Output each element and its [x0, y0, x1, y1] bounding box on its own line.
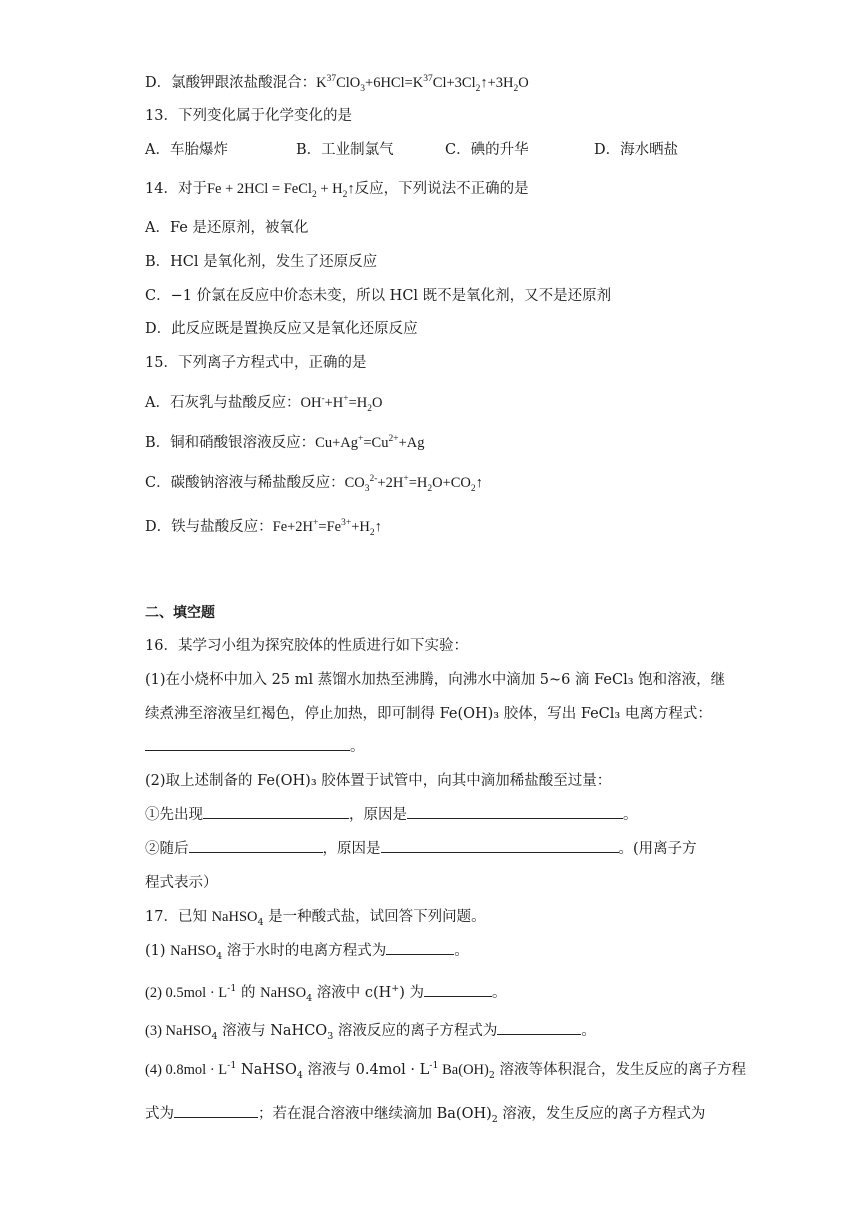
q16-part1-line2: 续煮沸至溶液呈红褐色，停止加热，即可制得 Fe(OH)₃ 胶体，写出 FeCl₃ 电离方程式： — [145, 706, 712, 722]
q14-option-d: D．此反应既是置换反应又是氧化还原反应 — [145, 321, 418, 337]
q13-option-c: C．碘的升华 — [445, 142, 529, 158]
section-title: 二、填空题 — [145, 605, 215, 621]
q16-part2-1: ①先出现 ，原因是 。 — [145, 804, 730, 826]
q15-option-b: B．铜和硝酸银溶液反应：$Cu+Ag^+=Cu^{2+}+Ag$ — [145, 434, 425, 451]
q14-stem: 14．对于Fe + 2HCl = FeCl$_2$ + $H_2↑$反应，下列说法不正确的是 — [145, 181, 529, 200]
answer-blank[interactable] — [203, 804, 349, 819]
q13-option-d: D．海水晒盐 — [594, 142, 679, 158]
q16-part1-line1: (1)在小烧杯中加入 25 ml 蒸馏水加热至沸腾，向沸水中滴加 5~6 滴 FeCl₃ 饱和溶液，继 — [145, 672, 726, 688]
q15-stem: 15．下列离子方程式中，正确的是 — [145, 355, 367, 371]
answer-blank[interactable] — [145, 736, 350, 751]
q12-option-d — [145, 72, 730, 94]
answer-blank[interactable] — [424, 982, 492, 997]
q12-option-d-label: D．氯酸钾跟浓盐酸混合： — [145, 75, 317, 91]
q13-option-b: B．工业制氯气 — [296, 142, 394, 158]
q17-part3: (3) NaHSO$_4$ 溶液与 NaHCO$_3$ 溶液反应的离子方程式为 。 — [145, 1020, 730, 1042]
q16-stem: 16．某学习小组为探究胶体的性质进行如下实验： — [145, 638, 468, 654]
q15-option-d: D．铁与盐酸反应：$Fe+2H^+=Fe^{3+}+H_2↑$ — [145, 518, 382, 538]
answer-blank[interactable] — [497, 1020, 581, 1035]
answer-blank[interactable] — [189, 838, 323, 853]
q14-option-c: C．−1 价氯在反应中价态未变，所以 HCl 既不是氧化剂，又不是还原剂 — [145, 288, 612, 304]
answer-blank[interactable] — [407, 804, 623, 819]
q17-part2: (2) $0.5mol \cdot L^{-1}$ 的 NaHSO$_4$ 溶液中 c(H+) 为 。 — [145, 983, 507, 1004]
q16-part2-2: ②随后 ，原因是 。(用离子方 — [145, 838, 730, 860]
q17-part4-cont: 式为 ；若在混合溶液中继续滴加 $Ba(OH)_2$ 溶液，发生反应的离子方程式为 — [145, 1103, 730, 1125]
q13-option-a: A．车胎爆炸 — [145, 142, 228, 158]
answer-blank[interactable] — [381, 838, 619, 853]
q15-option-a: A．石灰乳与盐酸反应：$OH^-+H^+=H_2O$ — [145, 394, 383, 414]
q17-stem: 17．已知 NaHSO$_4$ 是一种酸式盐，试回答下列问题。 — [145, 909, 486, 928]
q15-option-c: C．碳酸钠溶液与稀盐酸反应：$CO_3^{2-}+2H^+=H_2O+CO_2↑$ — [145, 474, 483, 494]
q17-part4: (4) $0.8mol \cdot L^{-1}$ NaHSO$_4$ 溶液与 $0.4mol \cdot L^{-1}$ $Ba(OH)_2$ 溶液等体积混合，发生反应的离子方程 — [145, 1060, 747, 1081]
q16-part1-answer: 。 — [145, 736, 730, 758]
q14-option-b: B．HCl 是氧化剂，发生了还原反应 — [145, 254, 378, 270]
answer-blank[interactable] — [174, 1103, 258, 1118]
q16-part2-stem: (2)取上述制备的 Fe(OH)₃ 胶体置于试管中，向其中滴加稀盐酸至过量： — [145, 773, 612, 789]
q14-option-a: A．Fe 是还原剂，被氧化 — [145, 220, 309, 236]
answer-blank[interactable] — [386, 940, 454, 955]
q12-option-d-formula: $K^{37}ClO_3+6HCl=K^{37}Cl+3Cl_2↑+3H_2O$ — [316, 74, 529, 94]
q16-part2-2-cont: 程式表示） — [145, 875, 218, 891]
q14-equation: Fe + 2HCl = FeCl$_2$ + $H_2↑$ — [206, 181, 355, 200]
q13-stem: 13．下列变化属于化学变化的是 — [145, 108, 352, 124]
q17-part1: (1) NaHSO$_4$ 溶于水时的电离方程式为 。 — [145, 940, 730, 962]
